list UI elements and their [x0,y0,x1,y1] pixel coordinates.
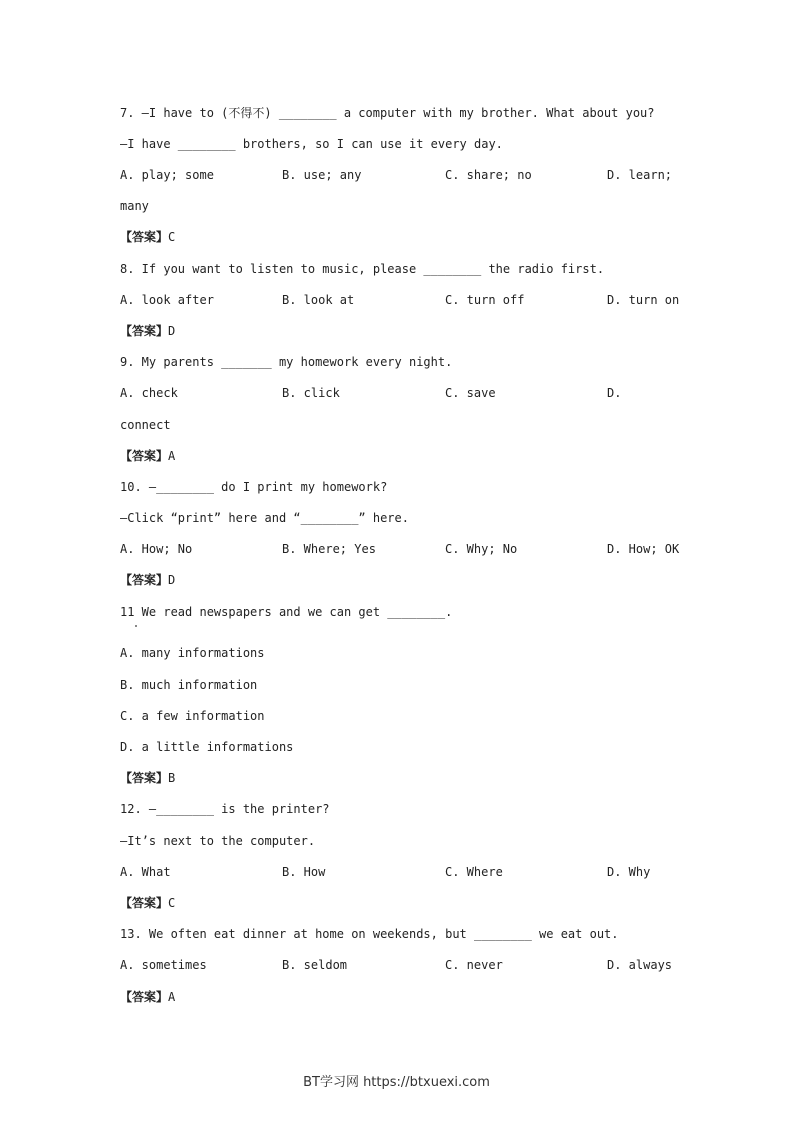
question-11-option-d: D. a little informations [120,740,294,754]
question-12-stem-line-1: 12. —________ is the printer? [120,802,330,816]
question-11-answer [120,770,175,786]
question-7-option-c: C. share; no [445,168,532,182]
question-9-option-a: A. check [120,386,178,400]
question-12-option-d: D. Why [607,865,651,879]
answer-value: D [168,573,176,587]
question-7-stem-line-2: —I have ________ brothers, so I can use it every day. [120,137,503,151]
question-10-option-a: A. How; No [120,542,193,556]
question-9-option-c: C. save [445,386,496,400]
question-12-option-a: A. What [120,865,171,879]
question-10-option-d: D. How; OK [607,542,680,556]
stray-mark [135,625,137,627]
question-7-stem-line-1: 7. —I have to (不得不) ________ a computer with my brother. What about you? [120,106,655,120]
question-13-option-d: D. always [607,958,673,972]
question-7-option-a: A. play; some [120,168,214,182]
answer-tag: 【答案】 [120,449,169,463]
question-13-answer [120,989,175,1005]
question-11-option-a: A. many informations [120,646,265,660]
question-10-option-b: B. Where; Yes [282,542,376,556]
answer-tag: 【答案】 [120,573,169,587]
question-8-option-b: B. look at [282,293,355,307]
answer-tag: 【答案】 [120,324,169,338]
question-9-option-b: B. click [282,386,340,400]
question-8-option-c: C. turn off [445,293,525,307]
question-7-answer [120,229,175,245]
answer-value: C [168,896,176,910]
answer-value: C [168,230,176,244]
question-8-stem-line-1: 8. If you want to listen to music, please ________ the radio first. [120,262,605,276]
question-12-stem-line-2: —It’s next to the computer. [120,834,316,848]
question-10-answer [120,572,175,588]
question-11-option-b: B. much information [120,678,258,692]
question-13-option-a: A. sometimes [120,958,207,972]
answer-tag: 【答案】 [120,230,169,244]
question-9-answer [120,448,175,464]
question-12-answer [120,895,175,911]
answer-tag: 【答案】 [120,896,169,910]
question-9-option-d-wrap: connect [120,418,171,432]
question-13-option-c: C. never [445,958,503,972]
question-8-option-d: D. turn on [607,293,680,307]
answer-tag: 【答案】 [120,990,169,1004]
question-10-stem-line-2: —Click “print” here and “________” here. [120,511,409,525]
question-7-option-b: B. use; any [282,168,362,182]
question-7-option-d: D. learn; [607,168,673,182]
question-11-stem-line-1: 11 We read newspapers and we can get ________. [120,605,453,619]
question-12-option-c: C. Where [445,865,503,879]
question-13-option-b: B. seldom [282,958,348,972]
question-11-option-c: C. a few information [120,709,265,723]
answer-value: D [168,324,176,338]
answer-tag: 【答案】 [120,771,169,785]
question-7-option-d-wrap: many [120,199,149,213]
answer-value: A [168,449,176,463]
question-8-option-a: A. look after [120,293,214,307]
question-8-answer [120,323,175,339]
question-10-option-c: C. Why; No [445,542,518,556]
page-footer: BT学习网 https://btxuexi.com [303,1075,490,1090]
question-13-stem-line-1: 13. We often eat dinner at home on weekends, but ________ we eat out. [120,927,619,941]
answer-value: B [168,771,176,785]
question-10-stem-line-1: 10. —________ do I print my homework? [120,480,388,494]
answer-value: A [168,990,176,1004]
question-12-option-b: B. How [282,865,326,879]
question-9-option-d: D. [607,386,622,400]
question-9-stem-line-1: 9. My parents _______ my homework every night. [120,355,453,369]
